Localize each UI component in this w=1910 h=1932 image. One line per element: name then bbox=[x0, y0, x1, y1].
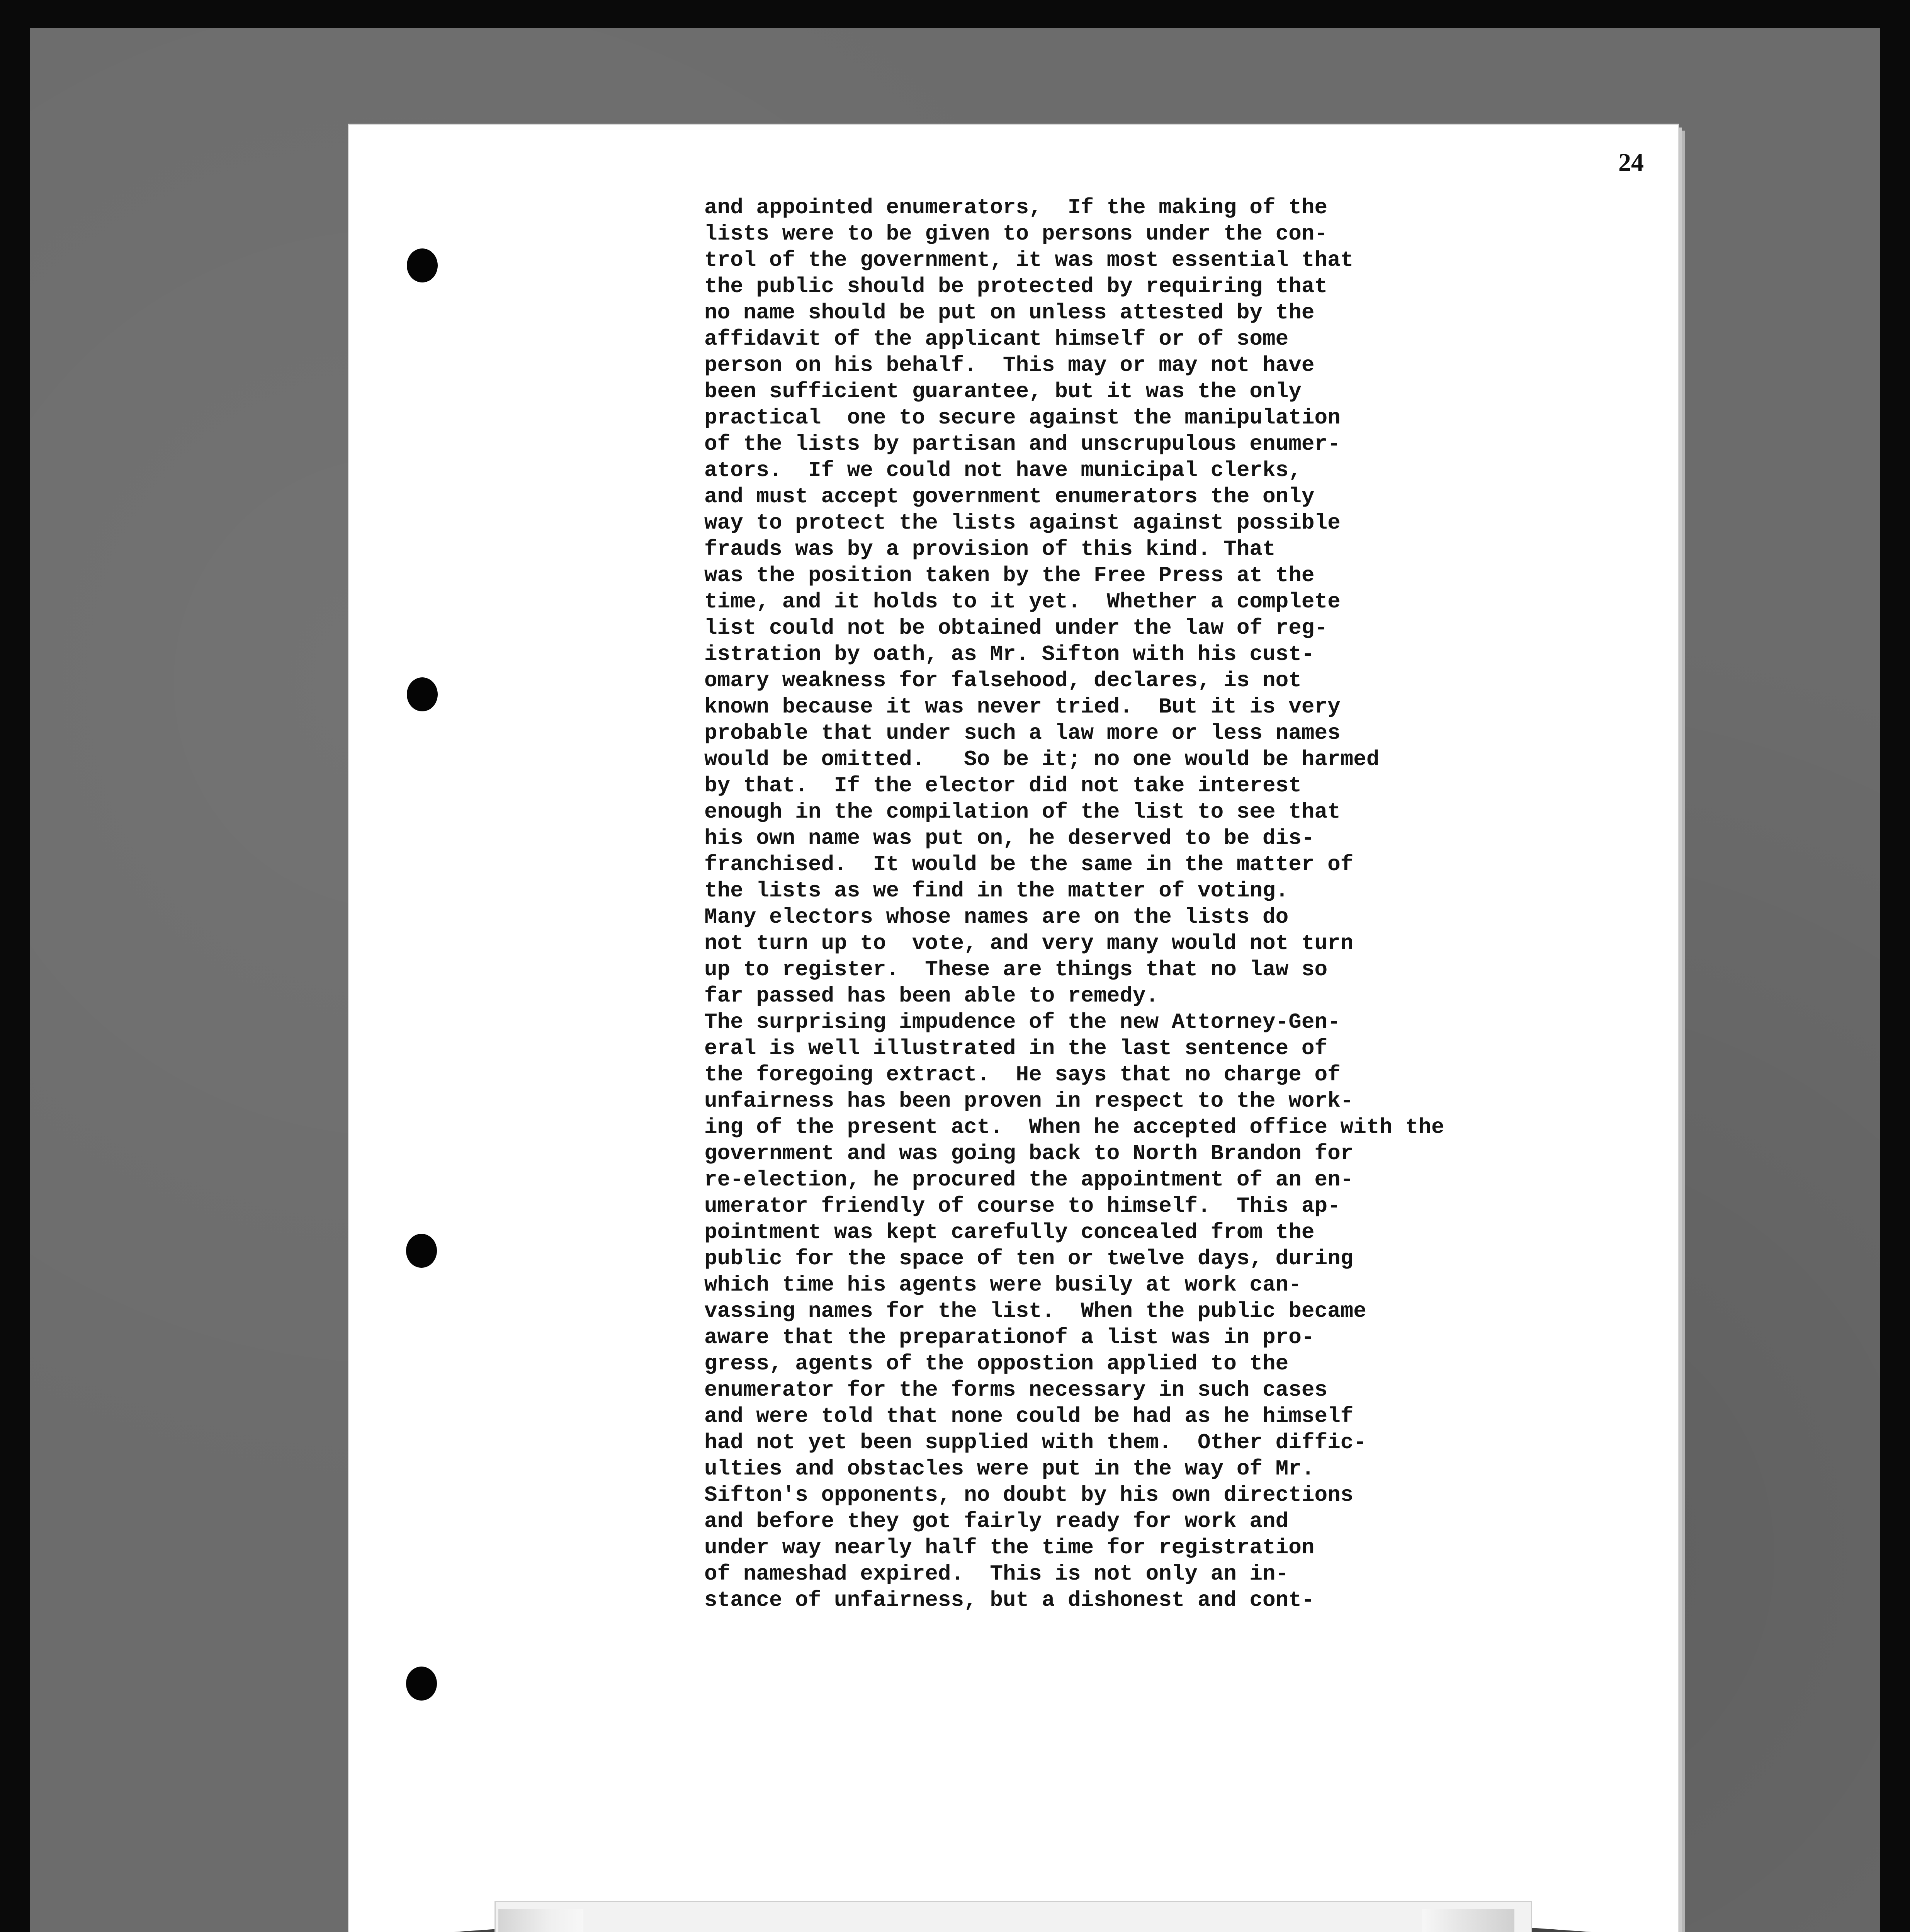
body-line: which time his agents were busily at work can- bbox=[704, 1272, 1302, 1297]
body-line: the public should be protected by requiring that bbox=[704, 274, 1328, 299]
body-text bbox=[704, 194, 1639, 1613]
body-line: unfairness has been proven in respect to the work- bbox=[704, 1088, 1354, 1113]
body-line: far passed has been able to remedy. bbox=[704, 983, 1159, 1008]
body-line: had not yet been supplied with them. Other diffic- bbox=[704, 1430, 1366, 1455]
body-line: no name should be put on unless attested by the bbox=[704, 300, 1315, 325]
body-line: enumerator for the forms necessary in such cases bbox=[704, 1378, 1328, 1402]
body-line: under way nearly half the time for registration bbox=[704, 1535, 1315, 1560]
page-number: 24 bbox=[1618, 148, 1644, 177]
body-line: his own name was put on, he deserved to be dis- bbox=[704, 826, 1315, 850]
body-line: up to register. These are things that no law so bbox=[704, 957, 1328, 982]
body-line: omary weakness for falsehood, declares, is not bbox=[704, 668, 1302, 693]
body-line: affidavit of the applicant himself or of some bbox=[704, 327, 1289, 351]
body-line: Sifton's opponents, no doubt by his own directions bbox=[704, 1483, 1354, 1507]
body-line: time, and it holds to it yet. Whether a complete bbox=[704, 589, 1341, 614]
body-line: stance of unfairness, but a dishonest and cont- bbox=[704, 1588, 1315, 1612]
body-line: public for the space of ten or twelve days, during bbox=[704, 1246, 1354, 1271]
body-line: istration by oath, as Mr. Sifton with his cust- bbox=[704, 642, 1315, 667]
tape-patch-left bbox=[498, 1909, 583, 1932]
body-line: vassing names for the list. When the public became bbox=[704, 1299, 1366, 1323]
body-line: was the position taken by the Free Press at the bbox=[704, 563, 1315, 588]
body-line: Many electors whose names are on the lists do bbox=[704, 905, 1289, 929]
body-line: ing of the present act. When he accepted office with the bbox=[704, 1115, 1444, 1139]
body-line: not turn up to vote, and very many would not turn bbox=[704, 931, 1354, 956]
body-line: ators. If we could not have municipal clerks, bbox=[704, 458, 1302, 483]
body-line: pointment was kept carefully concealed from the bbox=[704, 1220, 1315, 1245]
body-line: of the lists by partisan and unscrupulous enumer- bbox=[704, 432, 1341, 456]
body-line: and appointed enumerators, If the making of the bbox=[704, 195, 1328, 220]
body-line: ulties and obstacles were put in the way of Mr. bbox=[704, 1456, 1315, 1481]
body-line: lists were to be given to persons under the con- bbox=[704, 221, 1328, 246]
body-line: the foregoing extract. He says that no charge of bbox=[704, 1062, 1341, 1087]
body-line: frauds was by a provision of this kind. That bbox=[704, 537, 1276, 561]
punch-hole-1 bbox=[407, 248, 438, 282]
punch-hole-4 bbox=[406, 1667, 437, 1701]
typed-page bbox=[348, 124, 1679, 1932]
body-line: person on his behalf. This may or may not have bbox=[704, 353, 1315, 378]
tape-patch-right bbox=[1422, 1909, 1514, 1932]
body-line: way to protect the lists against against possible bbox=[704, 510, 1341, 535]
body-line: of nameshad expired. This is not only an in- bbox=[704, 1561, 1289, 1586]
body-line: and before they got fairly ready for work and bbox=[704, 1509, 1289, 1534]
body-line: umerator friendly of course to himself. This ap- bbox=[704, 1194, 1341, 1218]
body-line: practical one to secure against the manipulation bbox=[704, 405, 1341, 430]
body-line: the lists as we find in the matter of voting. bbox=[704, 878, 1289, 903]
body-line: probable that under such a law more or less names bbox=[704, 721, 1341, 745]
body-line: franchised. It would be the same in the matter of bbox=[704, 852, 1354, 877]
punch-hole-3 bbox=[406, 1234, 437, 1268]
body-line: by that. If the elector did not take interest bbox=[704, 773, 1302, 798]
body-line: would be omitted. So be it; no one would be harmed bbox=[704, 747, 1380, 772]
body-line: aware that the preparationof a list was in pro- bbox=[704, 1325, 1315, 1350]
archive-label bbox=[494, 1901, 1532, 1932]
body-line: eral is well illustrated in the last sentence of bbox=[704, 1036, 1328, 1061]
body-line: and were told that none could be had as he himself bbox=[704, 1404, 1354, 1429]
body-line: and must accept government enumerators the only bbox=[704, 484, 1315, 509]
body-line: gress, agents of the oppostion applied to the bbox=[704, 1351, 1289, 1376]
body-line: been sufficient guarantee, but it was the only bbox=[704, 379, 1302, 404]
body-line: known because it was never tried. But it is very bbox=[704, 694, 1341, 719]
punch-hole-2 bbox=[407, 677, 438, 711]
body-line: re-election, he procured the appointment of an en- bbox=[704, 1167, 1354, 1192]
body-line: list could not be obtained under the law of reg- bbox=[704, 616, 1328, 640]
body-line: The surprising impudence of the new Attorney-Gen- bbox=[704, 1010, 1341, 1034]
body-line: enough in the compilation of the list to see that bbox=[704, 799, 1341, 824]
body-line: government and was going back to North Brandon for bbox=[704, 1141, 1354, 1166]
body-line: trol of the government, it was most essential that bbox=[704, 248, 1354, 272]
